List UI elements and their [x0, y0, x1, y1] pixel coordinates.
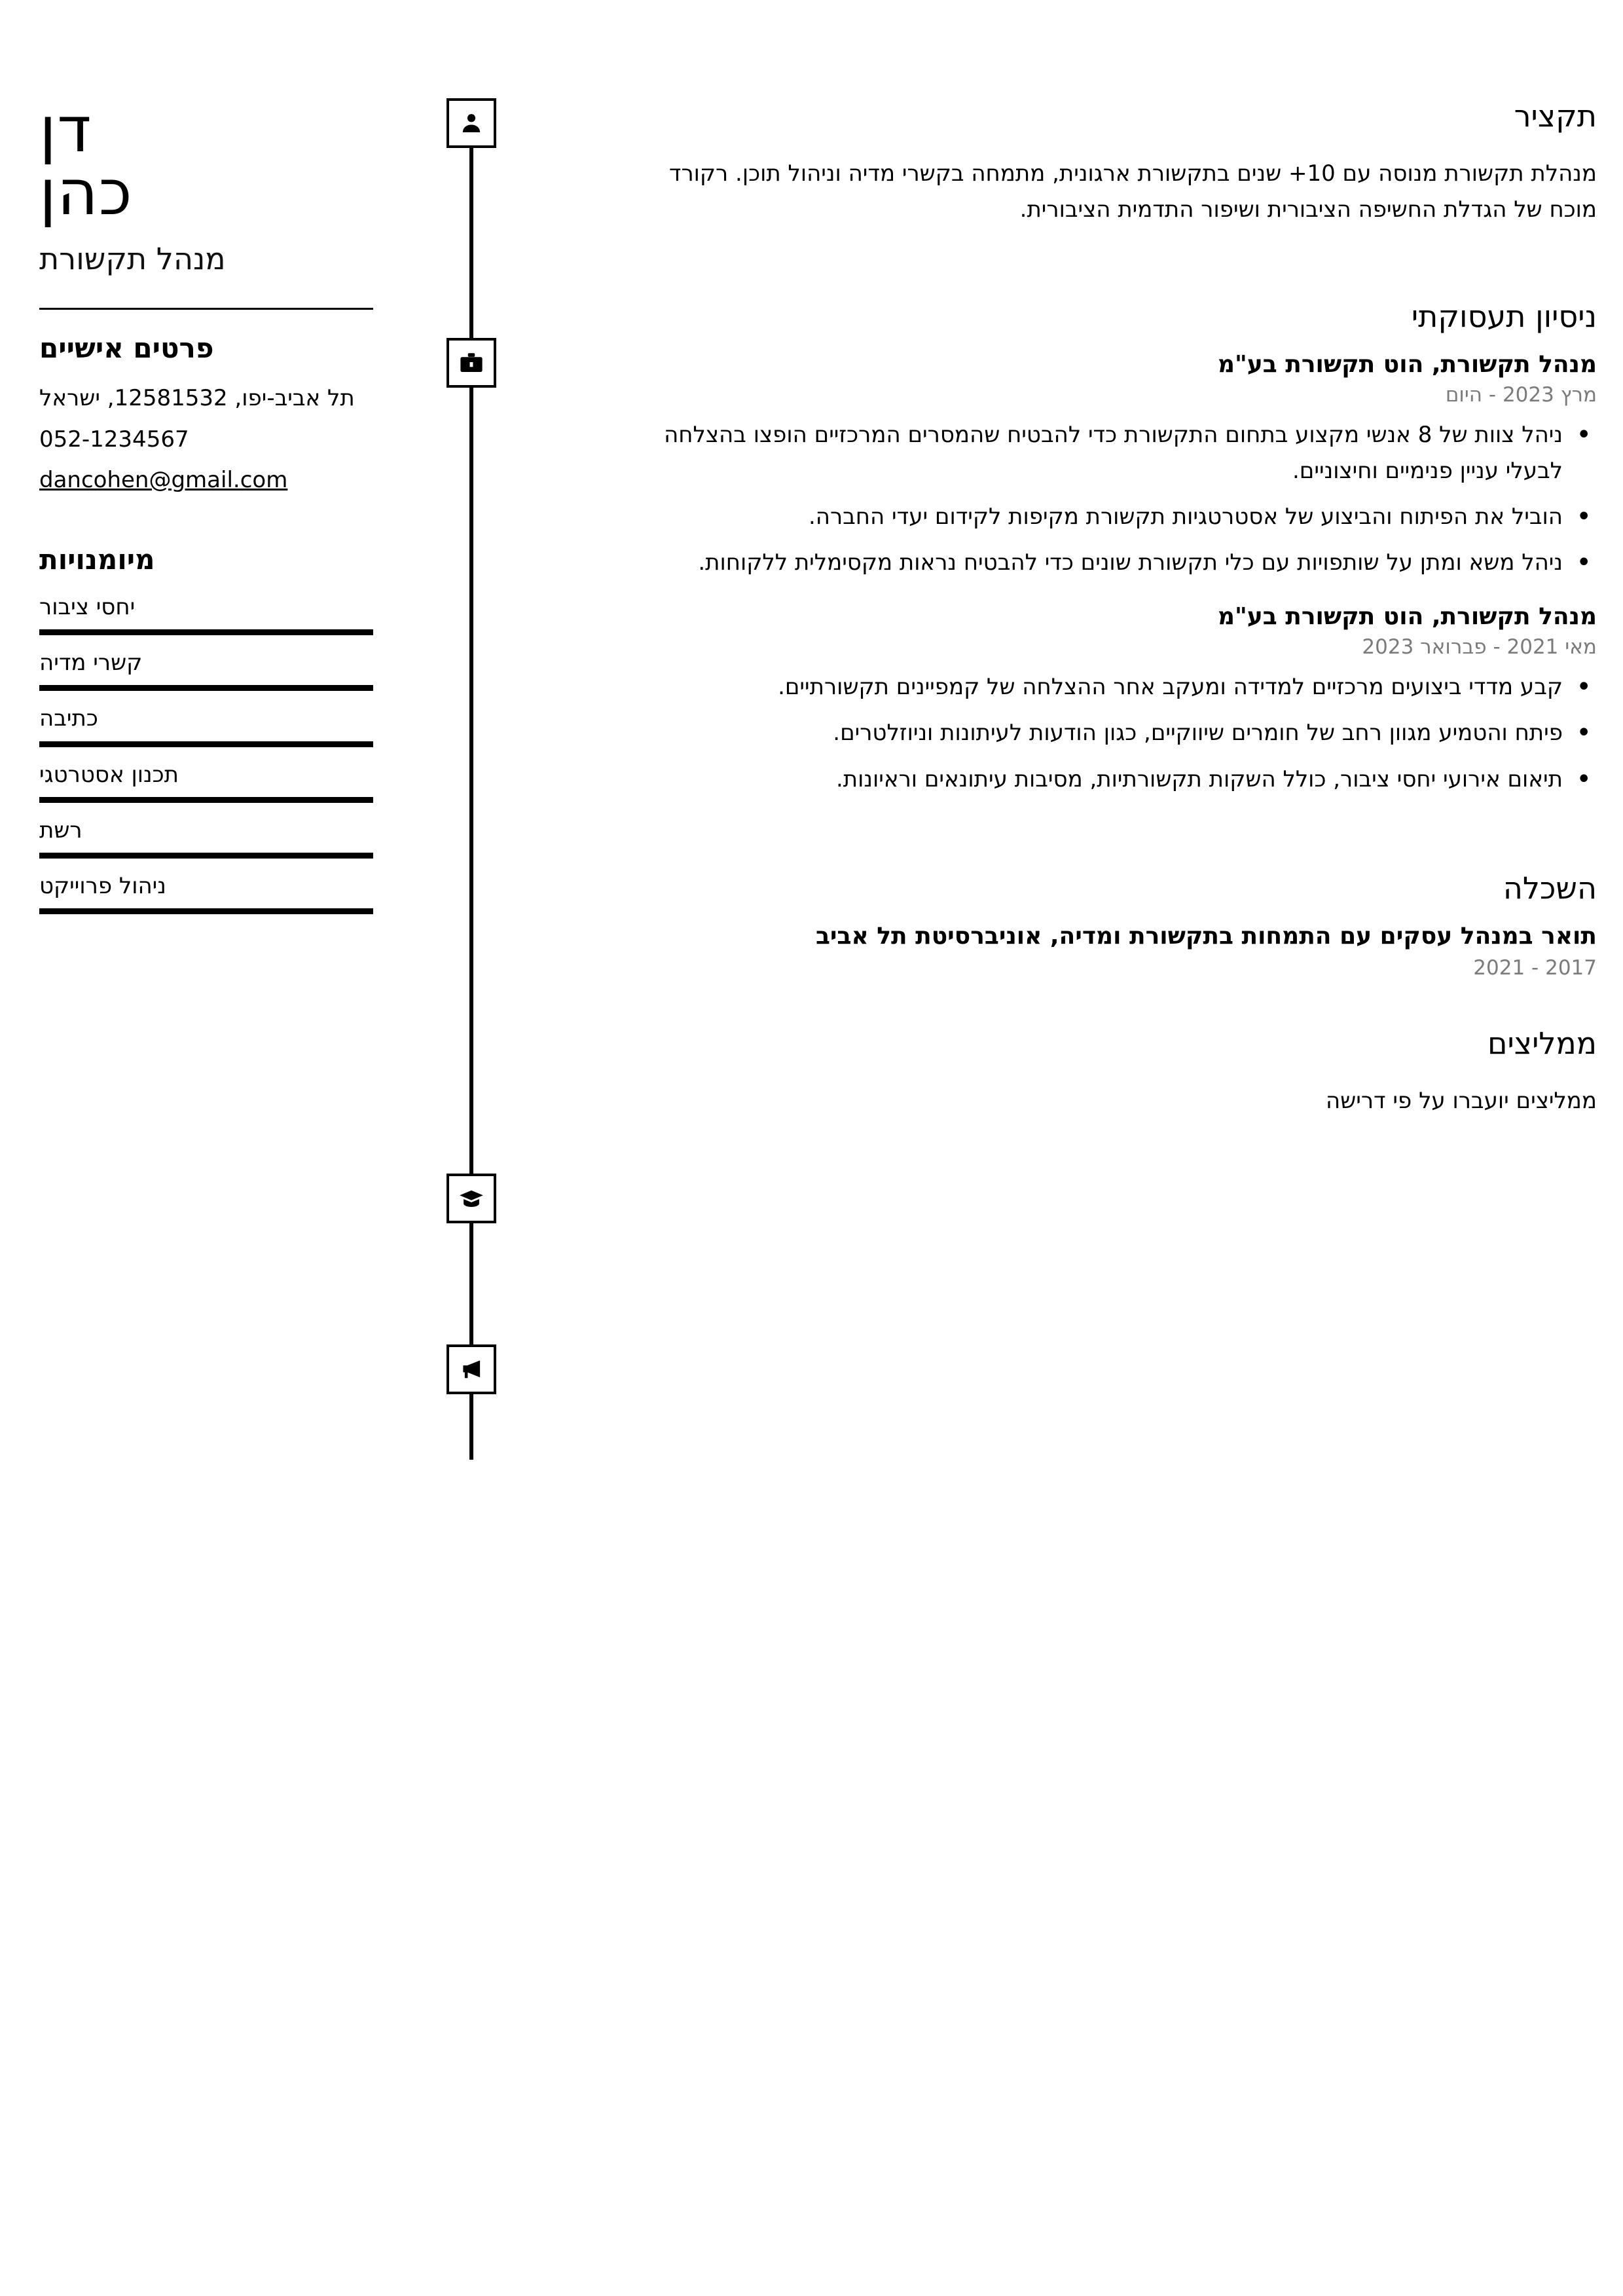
timeline-summary [419, 98, 524, 338]
references-text: ממליצים יועברו על פי דרישה [1325, 1087, 1597, 1114]
sidebar-divider [39, 308, 373, 310]
header-job-title: מנהל תקשורת [39, 241, 226, 276]
last-name: כהן [39, 156, 133, 229]
sidebar [0, 0, 419, 927]
skill-item: ניהול פרוייקט [39, 872, 373, 914]
briefcase-icon [447, 338, 496, 388]
education-title: השכלה [1503, 870, 1597, 906]
main-content [524, 0, 1623, 1141]
experience-role: מנהל תקשורת, הוט תקשורת בע"מ [1217, 351, 1597, 379]
summary-title: תקציר [1514, 98, 1597, 134]
section-references [648, 1026, 1597, 1119]
references-title: ממליצים [1487, 1025, 1597, 1061]
timeline-line [469, 1223, 473, 1344]
graduation-cap-icon [447, 1174, 496, 1223]
contact-phone[interactable]: 052-1234567 [39, 426, 189, 453]
bullet-item: • הוביל את הפיתוח והביצוע של אסטרטגיות תקשורת מקיפות לקידום יעדי החברה. [648, 499, 1597, 534]
experience-dates: מאי 2021 - פברואר 2023 [1362, 635, 1597, 659]
megaphone-icon [447, 1344, 496, 1394]
timeline [419, 0, 524, 1460]
section-summary [648, 98, 1597, 228]
contact-list [39, 381, 373, 498]
skills-list [39, 593, 373, 914]
timeline-experience [419, 338, 524, 1174]
skill-item: תכנון אסטרטגי [39, 760, 373, 803]
experience-item [648, 603, 1597, 797]
timeline-line [469, 148, 473, 338]
bullet-item: • ניהל משא ומתן על שותפויות עם כלי תקשורת שונים כדי להבטיח נראות מקסימלית ללקוחות. [648, 545, 1597, 580]
skill-item: כתיבה [39, 704, 373, 747]
skill-item: יחסי ציבור [39, 593, 373, 635]
summary-text: מנהלת תקשורת מנוסה עם 10+ שנים בתקשורת ארגונית, מתמחה בקשרי מדיה וניהול תוכן. רקורד מוכח של הגדלת החשיפה הציבורית ושיפור התדמית הציבורית. [668, 160, 1597, 223]
skills-heading: מיומנויות [39, 544, 155, 576]
bullet-item: • פיתח והטמיע מגוון רחב של חומרים שיווקיים, כגון הודעות לעיתונות וניוזלטרים. [648, 715, 1597, 750]
skill-item: קשרי מדיה [39, 648, 373, 691]
section-experience [648, 299, 1597, 797]
first-name: דן [39, 93, 92, 166]
timeline-line [469, 388, 473, 1174]
experience-title: ניסיון תעסוקתי [1411, 299, 1597, 335]
timeline-references [419, 1344, 524, 1460]
experience-role: מנהל תקשורת, הוט תקשורת בע"מ [1217, 602, 1597, 630]
timeline-line [469, 1394, 473, 1460]
timeline-education [419, 1174, 524, 1344]
experience-bullets [648, 417, 1597, 581]
bullet-item: • ניהל צוות של 8 אנשי מקצוע בתחום התקשורת כדי להבטיח שהמסרים המרכזיים הופצו בהצלחה לבעלי עניין פנימיים וחיצוניים. [648, 417, 1597, 489]
skill-item: רשת [39, 816, 373, 859]
bullet-item: • תיאום אירועי יחסי ציבור, כולל השקות תקשורתיות, מסיבות עיתונאים וראיונות. [648, 762, 1597, 797]
name-block [39, 93, 373, 276]
experience-bullets [648, 669, 1597, 797]
personal-details-heading: פרטים אישיים [39, 332, 214, 364]
education-dates: 2017 - 2021 [1473, 955, 1597, 980]
bullet-item: • קבע מדדי ביצועים מרכזיים למדידה ומעקב אחר ההצלחה של קמפיינים תקשורתיים. [648, 669, 1597, 705]
person-icon [447, 98, 496, 148]
section-education [648, 870, 1597, 980]
contact-address: תל אביב-יפו, 12581532, ישראל [39, 385, 355, 411]
experience-item [648, 351, 1597, 581]
experience-dates: מרץ 2023 - היום [1445, 383, 1597, 407]
contact-email[interactable]: dancohen@gmail.com [39, 467, 288, 494]
education-degree: תואר במנהל עסקים עם התמחות בתקשורת ומדיה, אוניברסיטת תל אביב [815, 922, 1597, 950]
